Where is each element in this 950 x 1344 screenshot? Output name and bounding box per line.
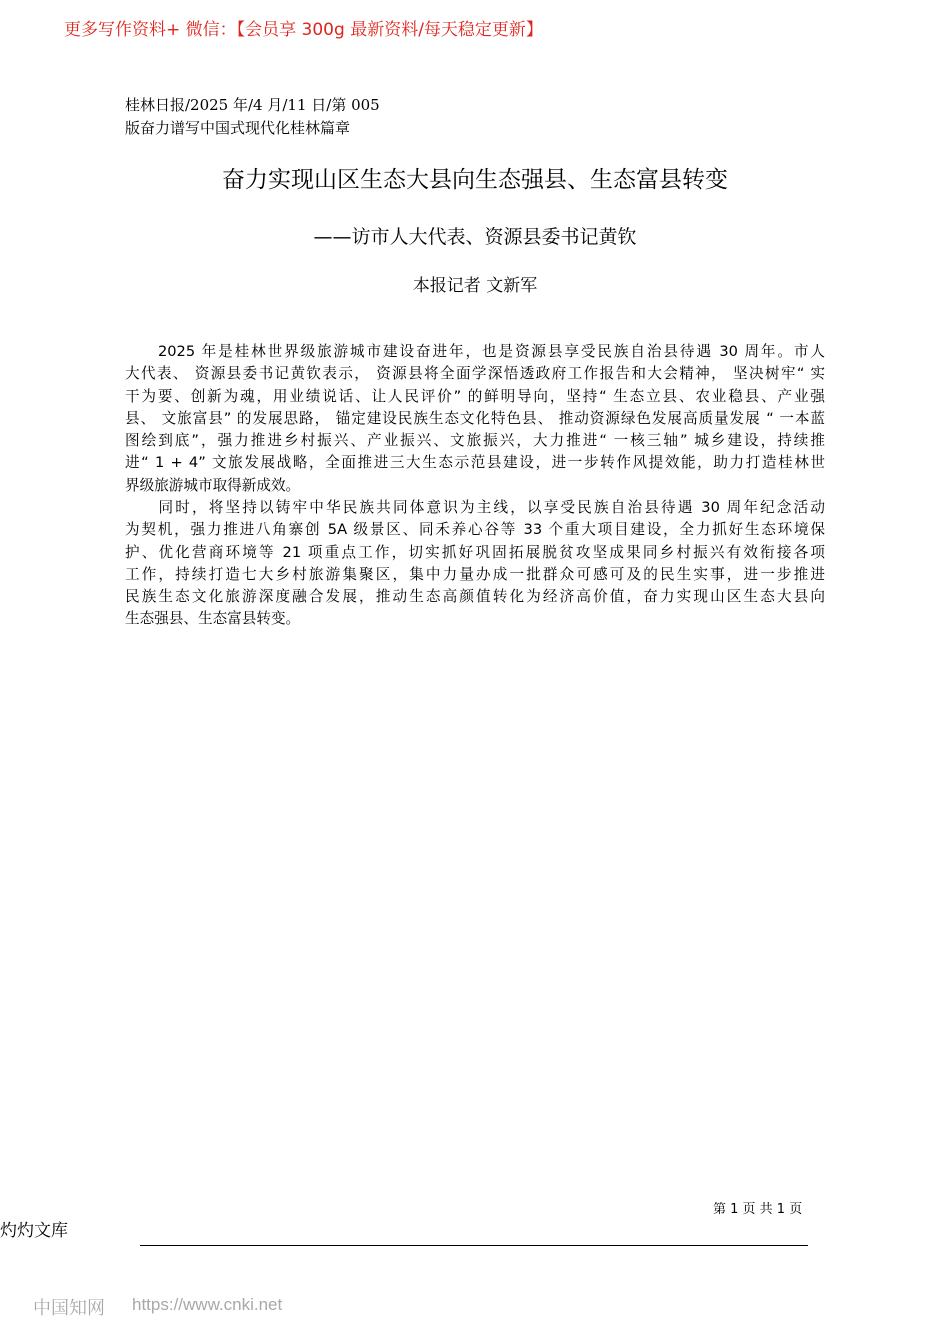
text-line: 民族生态文化旅游深度融合发展，推动生态高颜值转化为经济高价值，奋力实现山区生态大县向 [125,588,825,606]
section-line: 版奋力谱写中国式现代化桂林篇章 [125,119,351,137]
text-line: 工作，持续打造七大乡村旅游集聚区，集中力量办成一批群众可感可及的民生实事，进一步推进 [125,565,825,583]
text-line: 界级旅游城市取得新成效。 [125,476,301,494]
page-number: 第 1 页 共 1 页 [713,1202,803,1217]
promo-banner: 更多写作资料+ 微信：【会员享 300g 最新资料/每天稳定更新】 [64,20,543,40]
text-line: 2025 年是桂林世界级旅游城市建设奋进年，也是资源县享受民族自治县待遇 30 周年。市人 [125,343,825,360]
text-line: 大代表、 资源县委书记黄钦表示， 资源县将全面学深悟透政府工作报告和大会精神， 坚决树牢“ 实 [125,365,825,383]
article-title: 奋力实现山区生态大县向生态强县、生态富县转变 [222,167,728,193]
text-line: 图绘到底”，强力推进乡村振兴、产业振兴、文旅振兴，大力推进“ 一核三轴” 城乡建设，持续推 [125,432,825,450]
paragraph-1 [125,341,825,497]
text-line: 同时，将坚持以铸牢中华民族共同体意识为主线，以享受民族自治县待遇 30 周年纪念活动 [125,499,825,516]
article-subtitle: ——访市人大代表、资源县委书记黄钦 [313,226,637,248]
library-label: 灼灼文库 [0,1221,68,1241]
text-line: 县、 文旅富县” 的发展思路， 锚定建设民族生态文化特色县、 推动资源绿色发展高质量发展 “ 一本蓝 [125,409,825,427]
text-line: 干为要、创新为魂，用业绩说话、让人民评价” 的鲜明导向，坚持“ 生态立县、农业稳县、产业强 [125,387,825,405]
footer-divider [140,1245,808,1246]
watermark-url: https://www.cnki.net [132,1295,283,1314]
source-line: 桂林日报/2025 年/4 月/11 日/第 005 [125,96,380,114]
paragraph-2 [125,497,825,631]
text-line: 进“ 1 + 4” 文旅发展战略，全面推进三大生态示范县建设，进一步转作风提效能，助力打造桂林世 [125,454,825,472]
byline: 本报记者 文新军 [412,276,538,296]
text-line: 为契机，强力推进八角寨创 5A 级景区、同禾养心谷等 33 个重大项目建设，全力抓好生态环境保 [125,521,825,539]
watermark-name: 中国知网 [33,1298,105,1319]
text-line: 生态强县、生态富县转变。 [125,610,301,628]
text-line: 护、优化营商环境等 21 项重点工作，切实抓好巩固拓展脱贫攻坚成果同乡村振兴有效衔接各项 [125,543,825,561]
